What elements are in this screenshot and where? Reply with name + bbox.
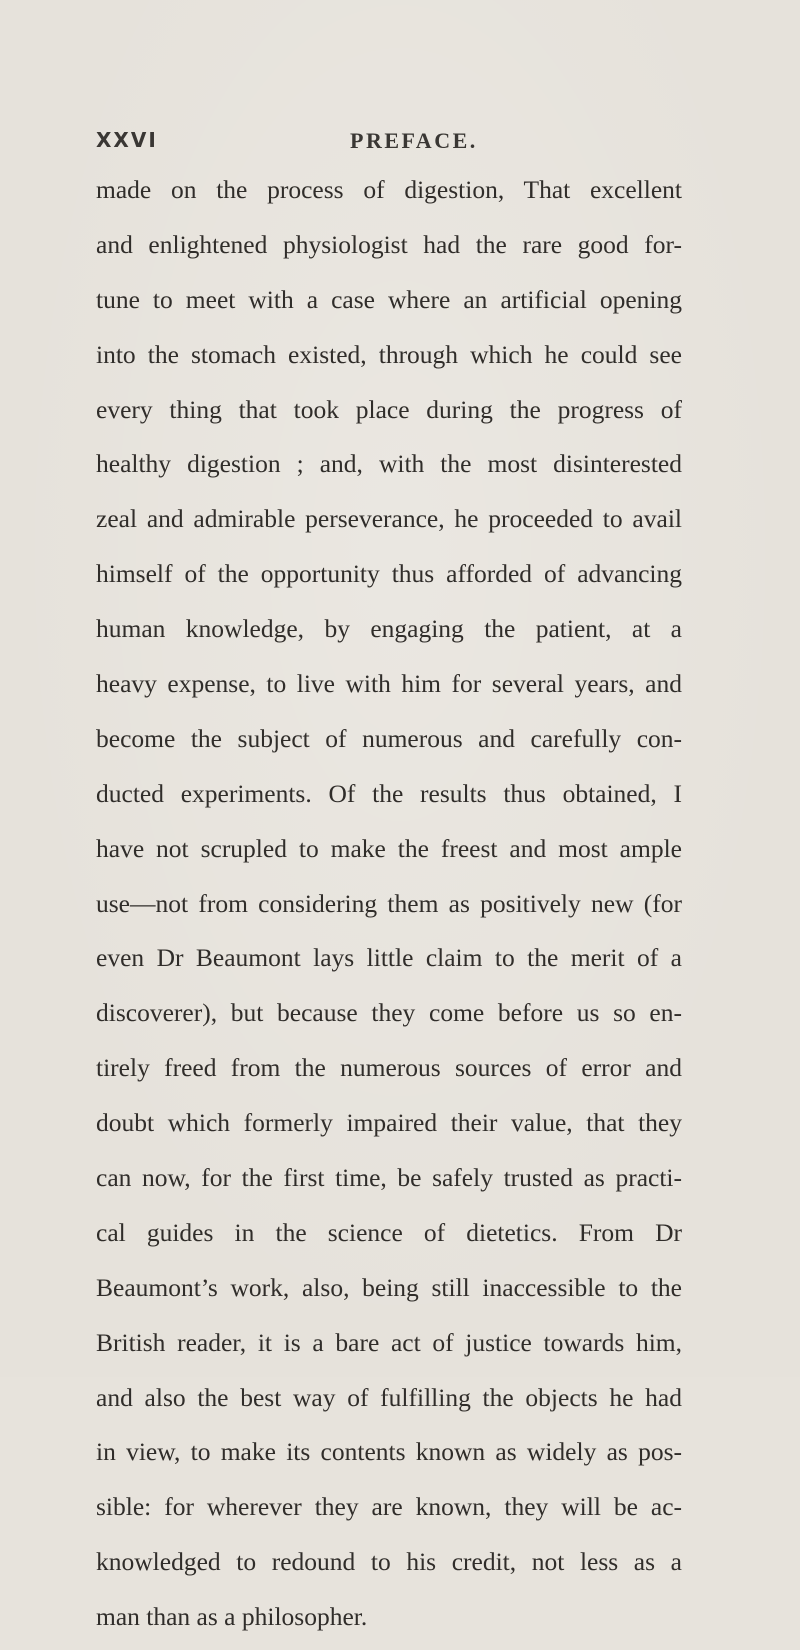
text-line: become the subject of numerous and carefully con-: [96, 723, 682, 753]
text-line: cal guides in the science of dietetics. From Dr: [96, 1217, 682, 1247]
text-line: healthy digestion ; and, with the most disinterested: [96, 449, 682, 479]
text-line: himself of the opportunity thus afforded of advancing: [96, 559, 682, 589]
text-line: Beaumont’s work, also, being still inaccessible to the: [96, 1272, 682, 1302]
text-line: human knowledge, by engaging the patient, at a: [96, 614, 682, 644]
text-line: ducted experiments. Of the results thus obtained, I: [96, 778, 682, 808]
text-line: tirely freed from the numerous sources of error and: [96, 1053, 682, 1083]
text-line: discoverer), but because they come before us so en-: [96, 998, 682, 1028]
text-line: doubt which formerly impaired their value, that they: [96, 1108, 682, 1138]
text-line: man than as a philosopher.: [96, 1602, 368, 1632]
text-line: heavy expense, to live with him for several years, and: [96, 669, 682, 699]
text-line: even Dr Beaumont lays little claim to the merit of a: [96, 943, 682, 973]
running-title: PREFACE.: [350, 128, 478, 153]
text-line: and enlightened physiologist had the rare good for-: [96, 229, 682, 259]
text-line: tune to meet with a case where an artificial opening: [96, 284, 682, 314]
page-header: [96, 128, 696, 162]
text-line: have not scrupled to make the freest and most ample: [96, 833, 682, 863]
text-line: knowledged to redound to his credit, not less as a: [96, 1547, 682, 1577]
page-number: XXVI: [96, 128, 158, 152]
text-line: into the stomach existed, through which he could see: [96, 339, 682, 369]
text-line: British reader, it is a bare act of justice towards him,: [96, 1327, 682, 1357]
text-line: and also the best way of fulfilling the objects he had: [96, 1382, 682, 1412]
text-line: can now, for the first time, be safely trusted as practi-: [96, 1163, 682, 1193]
text-line: in view, to make its contents known as widely as pos-: [96, 1437, 682, 1467]
text-line: zeal and admirable perseverance, he proceeded to avail: [96, 504, 682, 534]
body-paragraph: [96, 168, 682, 1650]
text-line: every thing that took place during the progress of: [96, 394, 682, 424]
text-line: made on the process of digestion, That excellent: [96, 175, 682, 204]
text-line: sible: for wherever they are known, they will be ac-: [96, 1492, 682, 1522]
text-line: use—not from considering them as positively new (for: [96, 888, 682, 918]
